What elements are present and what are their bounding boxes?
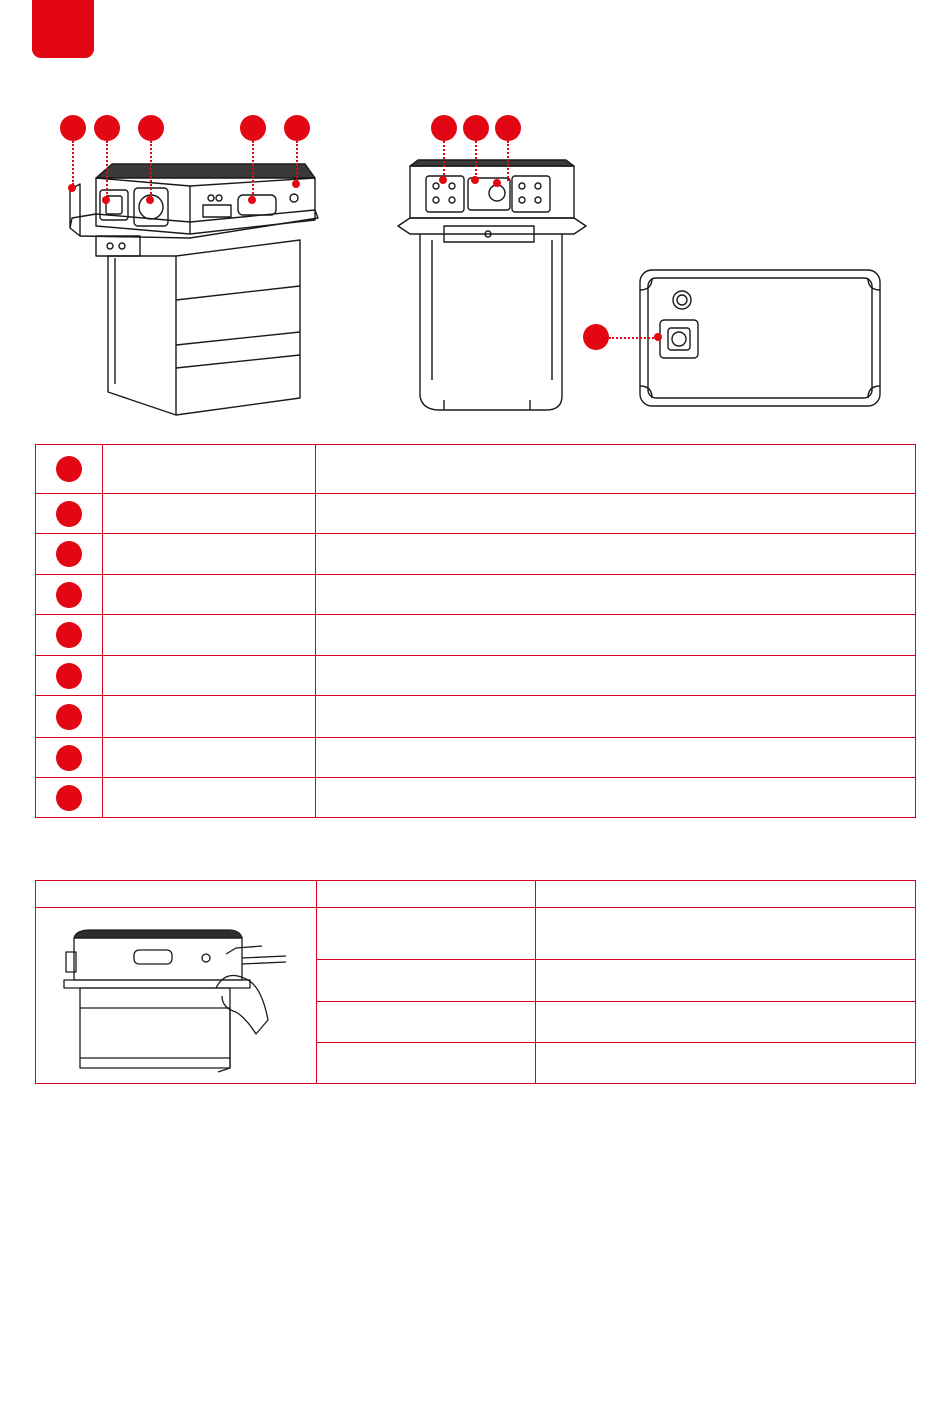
row-number-cell xyxy=(36,778,103,818)
component-description xyxy=(316,494,916,534)
row-number-cell xyxy=(36,696,103,738)
row-bubble xyxy=(56,501,82,527)
table-header-row xyxy=(36,881,916,908)
result-cell xyxy=(536,1002,916,1043)
row-bubble xyxy=(56,785,82,811)
row-bubble xyxy=(56,582,82,608)
row-number-cell xyxy=(36,445,103,494)
action-cell xyxy=(317,960,536,1002)
row-number-cell xyxy=(36,534,103,575)
component-name xyxy=(103,656,316,696)
row-bubble xyxy=(56,456,82,482)
component-name xyxy=(103,445,316,494)
table-row xyxy=(36,575,916,615)
component-description xyxy=(316,778,916,818)
component-description xyxy=(316,738,916,778)
component-description xyxy=(316,575,916,615)
operation-table xyxy=(35,880,916,1084)
component-name xyxy=(103,778,316,818)
result-cell xyxy=(536,960,916,1002)
header-cell xyxy=(36,881,317,908)
component-name xyxy=(103,534,316,575)
table-row xyxy=(36,534,916,575)
row-bubble xyxy=(56,622,82,648)
table-row xyxy=(36,908,916,960)
component-name xyxy=(103,575,316,615)
table-row xyxy=(36,494,916,534)
leader-line xyxy=(609,337,657,339)
header-cell xyxy=(317,881,536,908)
row-number-cell xyxy=(36,615,103,656)
header-cell xyxy=(536,881,916,908)
operation-illustration-cell xyxy=(36,908,317,1084)
row-bubble xyxy=(56,541,82,567)
component-description xyxy=(316,696,916,738)
row-bubble xyxy=(56,704,82,730)
component-name xyxy=(103,494,316,534)
callout-9 xyxy=(583,324,609,350)
component-description xyxy=(316,445,916,494)
action-cell xyxy=(317,1043,536,1084)
component-description xyxy=(316,534,916,575)
top-view-drawing xyxy=(0,0,950,440)
table-row xyxy=(36,696,916,738)
row-number-cell xyxy=(36,738,103,778)
result-cell xyxy=(536,1043,916,1084)
component-name xyxy=(103,615,316,656)
row-bubble xyxy=(56,663,82,689)
table-row xyxy=(36,778,916,818)
table-row xyxy=(36,615,916,656)
components-table xyxy=(35,444,916,818)
component-name xyxy=(103,738,316,778)
action-cell xyxy=(317,908,536,960)
component-description xyxy=(316,656,916,696)
component-description xyxy=(316,615,916,656)
action-cell xyxy=(317,1002,536,1043)
row-bubble xyxy=(56,745,82,771)
table-row xyxy=(36,656,916,696)
row-number-cell xyxy=(36,656,103,696)
component-name xyxy=(103,696,316,738)
table-row xyxy=(36,738,916,778)
result-cell xyxy=(536,908,916,960)
row-number-cell xyxy=(36,575,103,615)
callout-dot xyxy=(654,333,662,341)
row-number-cell xyxy=(36,494,103,534)
button-press-illustration xyxy=(36,908,316,1080)
table-row xyxy=(36,445,916,494)
